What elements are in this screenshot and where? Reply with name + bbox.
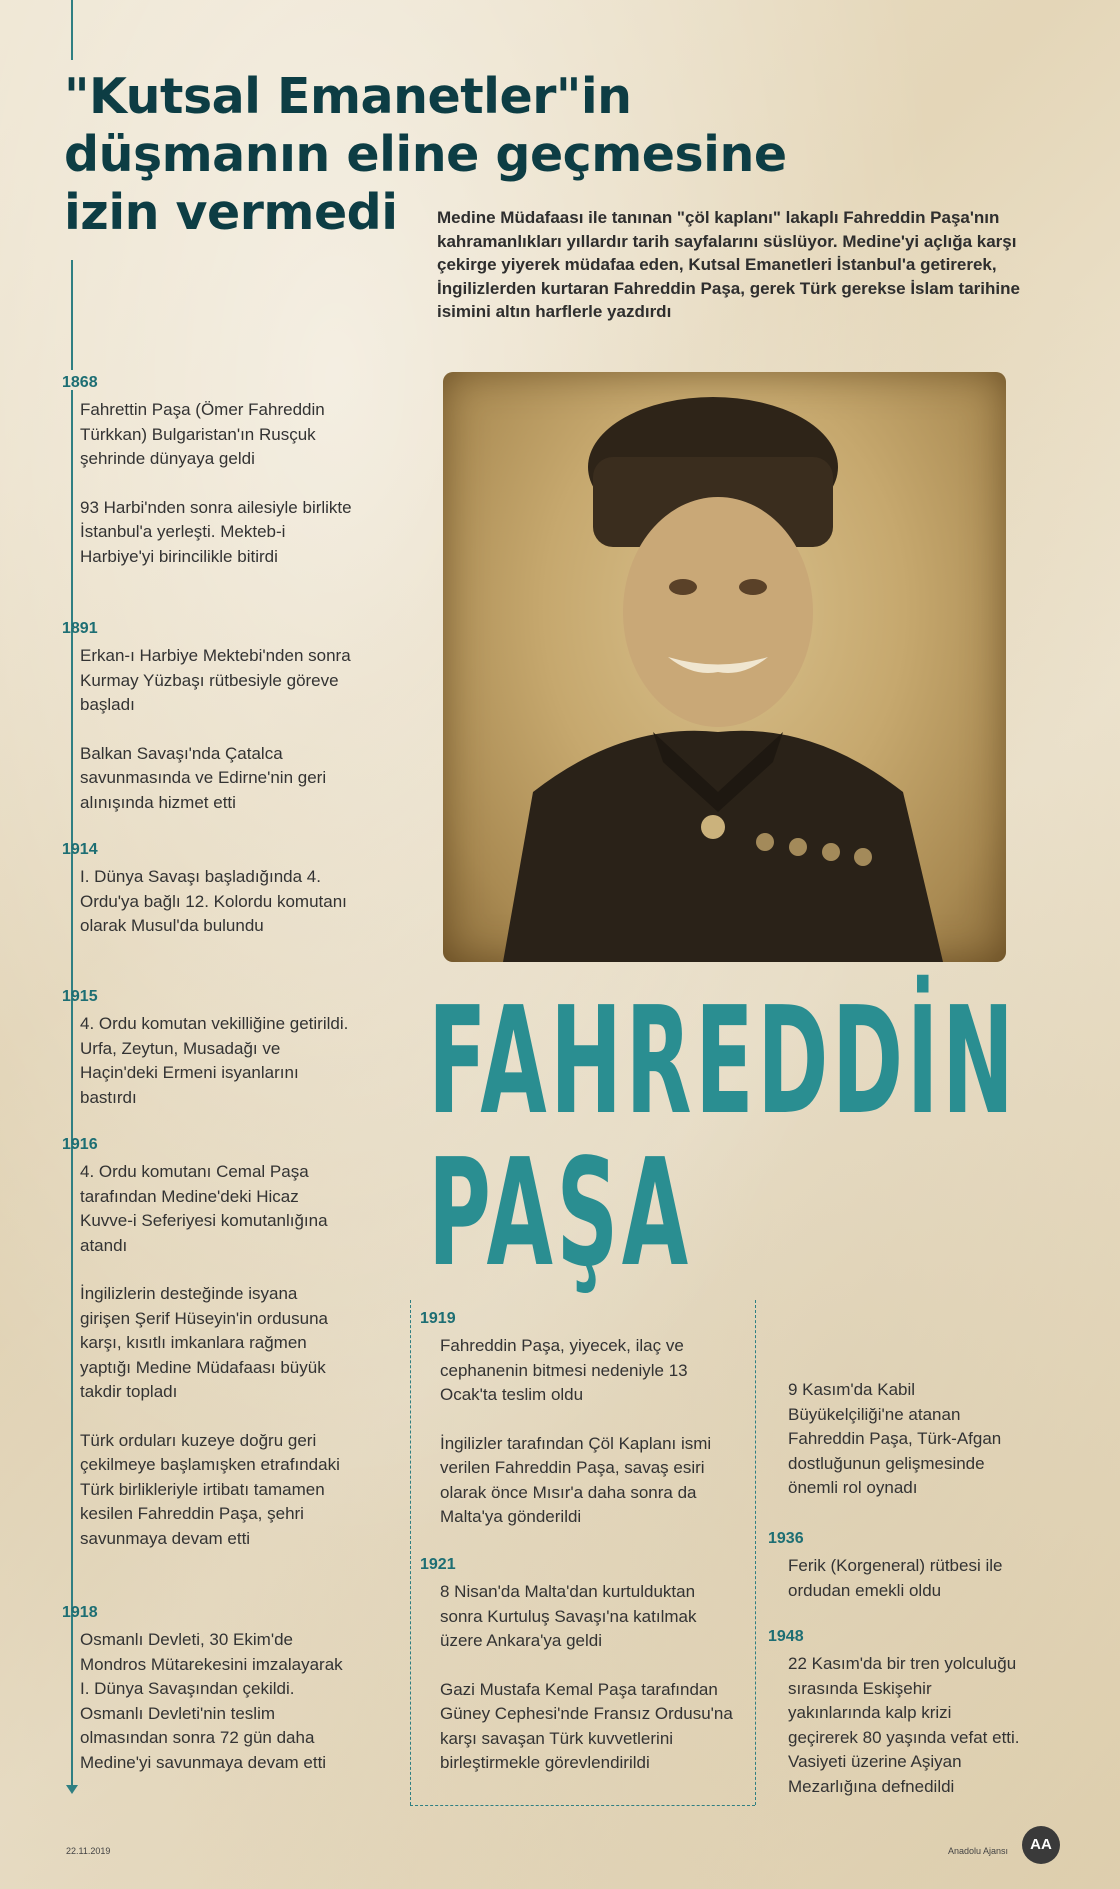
timeline-paragraph: Osmanlı Devleti, 30 Ekim'de Mondros Mütarekesini imzalayarak I. Dünya Savaşından çekildi. Osmanlı Devleti'nin teslim olmasından sonra 72 gün daha Medine'yi savunmaya devam etti bbox=[80, 1630, 343, 1772]
timeline-text bbox=[788, 1652, 1023, 1799]
bottom-connector-line bbox=[410, 1805, 755, 1806]
timeline-paragraph: 4. Ordu komutanı Cemal Paşa tarafından Medine'deki Hicaz Kuvve-i Seferiyesi komutanlığına atandı bbox=[80, 1162, 328, 1255]
timeline-text bbox=[80, 1160, 352, 1551]
timeline-entry bbox=[62, 1604, 352, 1775]
timeline-text bbox=[440, 1580, 735, 1776]
timeline-year: 1914 bbox=[62, 841, 98, 858]
timeline-year: 1918 bbox=[62, 1604, 98, 1621]
timeline-paragraph: Türk orduları kuzeye doğru geri çekilmeye başlamışken etrafındaki Türk birlikleriyle irtibatı tamamen kesilen Fahreddin Paşa, şehri savunmaya devam etti bbox=[80, 1430, 340, 1548]
timeline-year: 1891 bbox=[62, 620, 98, 637]
timeline-entry bbox=[768, 1378, 1023, 1501]
top-line bbox=[71, 0, 73, 60]
timeline-year: 1919 bbox=[420, 1310, 456, 1327]
timeline-entry bbox=[62, 620, 352, 815]
title-line-3: izin vermedi bbox=[64, 184, 398, 241]
timeline-year: 1921 bbox=[420, 1556, 456, 1573]
timeline-text bbox=[788, 1554, 1023, 1603]
timeline-entry bbox=[768, 1530, 1023, 1603]
timeline-text bbox=[80, 398, 352, 569]
timeline-paragraph: Fahrettin Paşa (Ömer Fahreddin Türkkan) Bulgaristan'ın Rusçuk şehrinde dünyaya geldi bbox=[80, 400, 325, 468]
timeline-year: 1948 bbox=[768, 1628, 804, 1645]
timeline-text bbox=[788, 1378, 1023, 1501]
timeline-paragraph: Ferik (Korgeneral) rütbesi ile ordudan emekli oldu bbox=[788, 1556, 1003, 1600]
intro-text: Medine Müdafaası ile tanınan "çöl kaplanı" lakaplı Fahreddin Paşa'nın kahramanlıkları yıllardır tarih sayfalarını süslüyor. Medine'yi açlığa karşı çekirge yiyerek müdafaa eden, Kutsal Emanetleri İstanbul'a getirerek, İngilizlerden kurtaran Fahreddin Paşa, gerek Türk gerekse İslam tarihine isimini altın harflerle yazdırdı bbox=[437, 208, 1020, 321]
title-connector-line bbox=[71, 260, 73, 370]
timeline-paragraph: İngilizlerin desteğinde isyana girişen Şerif Hüseyin'in ordusuna karşı, kısıtlı imkanlara rağmen yaptığı Medine Müdafaası büyük takdir topladı bbox=[80, 1284, 328, 1401]
timeline-text bbox=[80, 1628, 352, 1775]
timeline-paragraph: 4. Ordu komutan vekilliğine getirildi. Urfa, Zeytun, Musadağı ve Haçin'deki Ermeni isyanlarını bastırdı bbox=[80, 1014, 349, 1107]
timeline-year: 1916 bbox=[62, 1136, 98, 1153]
timeline-year: 1915 bbox=[62, 988, 98, 1005]
portrait-illustration bbox=[443, 372, 1006, 962]
timeline-paragraph: 9 Kasım'da Kabil Büyükelçiliği'ne atanan Fahreddin Paşa, Türk-Afgan dostluğunun gelişmesinde önemli rol oynadı bbox=[788, 1380, 1002, 1497]
timeline-paragraph: 8 Nisan'da Malta'dan kurtulduktan sonra Kurtuluş Savaşı'na katılmak üzere Ankara'ya geldi bbox=[440, 1582, 697, 1650]
left-timeline-arrow-icon bbox=[66, 1785, 78, 1794]
portrait-photo bbox=[443, 372, 1006, 962]
footer-date: 22.11.2019 bbox=[66, 1846, 111, 1856]
timeline-paragraph: Erkan-ı Harbiye Mektebi'nden sonra Kurmay Yüzbaşı rütbesiyle göreve başladı bbox=[80, 646, 351, 714]
timeline-entry bbox=[62, 988, 352, 1110]
timeline-entry bbox=[420, 1310, 735, 1530]
timeline-paragraph: 22 Kasım'da bir tren yolculuğu sırasında Eskişehir yakınlarında kalp krizi geçirerek 80 yaşında vefat etti. Vasiyeti üzerine Aşiyan Mezarlığına defnedildi bbox=[788, 1654, 1020, 1796]
timeline-paragraph: Gazi Mustafa Kemal Paşa tarafından Güney Cephesi'nde Fransız Ordusu'na karşı savaşan Türk kuvvetlerini birleştirmekle görevlendirildi bbox=[440, 1679, 733, 1772]
timeline-paragraph: Balkan Savaşı'nda Çatalca savunmasında ve Edirne'nin geri alınışında hizmet etti bbox=[80, 743, 327, 812]
timeline-paragraph: Fahreddin Paşa, yiyecek, ilaç ve cephanenin bitmesi nedeniyle 13 Ocak'ta teslim oldu bbox=[440, 1336, 688, 1404]
right-timeline-line bbox=[755, 1300, 756, 1805]
title-line-2: düşmanın eline geçmesine bbox=[64, 126, 787, 183]
timeline-entry bbox=[768, 1628, 1023, 1799]
timeline-paragraph: I. Dünya Savaşı başladığında 4. Ordu'ya bağlı 12. Kolordu komutanı olarak Musul'da bulundu bbox=[80, 867, 347, 935]
timeline-text bbox=[80, 865, 352, 939]
timeline-entry bbox=[62, 841, 352, 939]
timeline-paragraph: 93 Harbi'nden sonra ailesiyle birlikte İstanbul'a yerleşti. Mekteb-i Harbiye'yi birincilikle bitirdi bbox=[80, 497, 352, 566]
timeline-entry bbox=[62, 1136, 352, 1551]
footer-agency: Anadolu Ajansı bbox=[948, 1846, 1009, 1856]
timeline-paragraph: İngilizler tarafından Çöl Kaplanı ismi verilen Fahreddin Paşa, savaş esiri olarak önce Mısır'a daha sonra da Malta'ya gönderildi bbox=[440, 1433, 712, 1526]
timeline-entry bbox=[62, 374, 352, 569]
subject-name-line-1: FAHREDDİN bbox=[428, 975, 1018, 1147]
title-line-1: "Kutsal Emanetler"in bbox=[64, 68, 632, 125]
aa-logo-icon: AA bbox=[1022, 1826, 1060, 1864]
subject-name bbox=[428, 975, 1018, 1299]
subject-name-line-2: PAŞA bbox=[428, 1127, 692, 1299]
timeline-year: 1936 bbox=[768, 1530, 804, 1547]
timeline-text bbox=[440, 1334, 735, 1530]
timeline-text bbox=[80, 1012, 352, 1110]
timeline-text bbox=[80, 644, 352, 815]
timeline-entry bbox=[420, 1556, 735, 1776]
timeline-year: 1868 bbox=[62, 374, 98, 391]
middle-timeline-line bbox=[410, 1300, 411, 1805]
